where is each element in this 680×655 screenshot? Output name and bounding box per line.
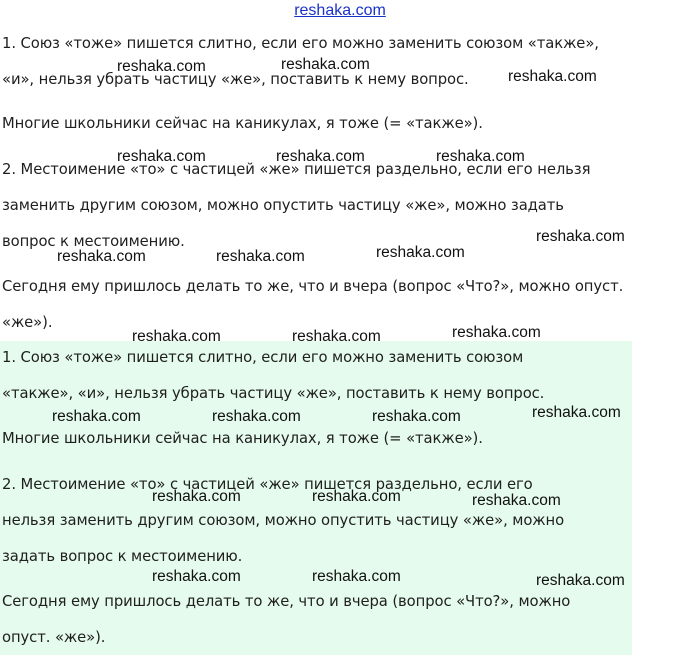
watermark: reshaka.com	[276, 148, 365, 165]
watermark: reshaka.com	[372, 408, 461, 425]
watermark: reshaka.com	[376, 244, 465, 261]
watermark: reshaka.com	[117, 58, 206, 75]
watermark: reshaka.com	[152, 568, 241, 585]
answer-line: Сегодня ему пришлось делать то же, что и вчера (вопрос «Что?», можно	[2, 593, 571, 610]
answer-line: «также», «и», нельзя убрать частицу «же», поставить к нему вопрос.	[2, 385, 545, 402]
watermark: reshaka.com	[312, 568, 401, 585]
watermark: reshaka.com	[57, 248, 146, 265]
site-link[interactable]: reshaka.com	[294, 2, 386, 19]
site-header	[0, 2, 680, 20]
watermark: reshaka.com	[436, 148, 525, 165]
answer-line: 1. Союз «тоже» пишется слитно, если его можно заменить союзом	[2, 349, 524, 366]
task-line: «же»).	[2, 314, 53, 331]
task-line: 1. Союз «тоже» пишется слитно, если его можно заменить союзом «также»,	[2, 35, 599, 52]
watermark: reshaka.com	[281, 56, 370, 73]
task-line: «и», нельзя убрать частицу «же», поставить к нему вопрос.	[2, 71, 469, 88]
watermark: reshaka.com	[216, 248, 305, 265]
task-line: вопрос к местоимению.	[2, 233, 185, 250]
task-line: Многие школьники сейчас на каникулах, я тоже (= «также»).	[2, 115, 483, 132]
answer-line: опуст. «же»).	[2, 629, 106, 646]
task-line: 2. Местоимение «то» с частицей «же» пишется раздельно, если его нельзя	[2, 161, 591, 178]
watermark: reshaka.com	[472, 492, 561, 509]
watermark: reshaka.com	[536, 572, 625, 589]
watermark: reshaka.com	[508, 68, 597, 85]
watermark: reshaka.com	[452, 324, 541, 341]
task-line: заменить другим союзом, можно опустить частицу «же», можно задать	[2, 197, 564, 214]
answer-line: задать вопрос к местоимению.	[2, 548, 243, 565]
watermark: reshaka.com	[536, 228, 625, 245]
answer-line: 2. Местоимение «то» с частицей «же» пишется раздельно, если его	[2, 476, 533, 493]
task-line: Сегодня ему пришлось делать то же, что и вчера (вопрос «Что?», можно опуст.	[2, 278, 624, 295]
answer-line: Многие школьники сейчас на каникулах, я тоже (= «также»).	[2, 430, 483, 447]
watermark: reshaka.com	[117, 148, 206, 165]
watermark: reshaka.com	[532, 404, 621, 421]
watermark: reshaka.com	[152, 488, 241, 505]
watermark: reshaka.com	[212, 408, 301, 425]
watermark: reshaka.com	[52, 408, 141, 425]
watermark: reshaka.com	[312, 488, 401, 505]
watermark: reshaka.com	[292, 328, 381, 345]
watermark: reshaka.com	[132, 328, 221, 345]
answer-line: нельзя заменить другим союзом, можно опустить частицу «же», можно	[2, 512, 565, 529]
